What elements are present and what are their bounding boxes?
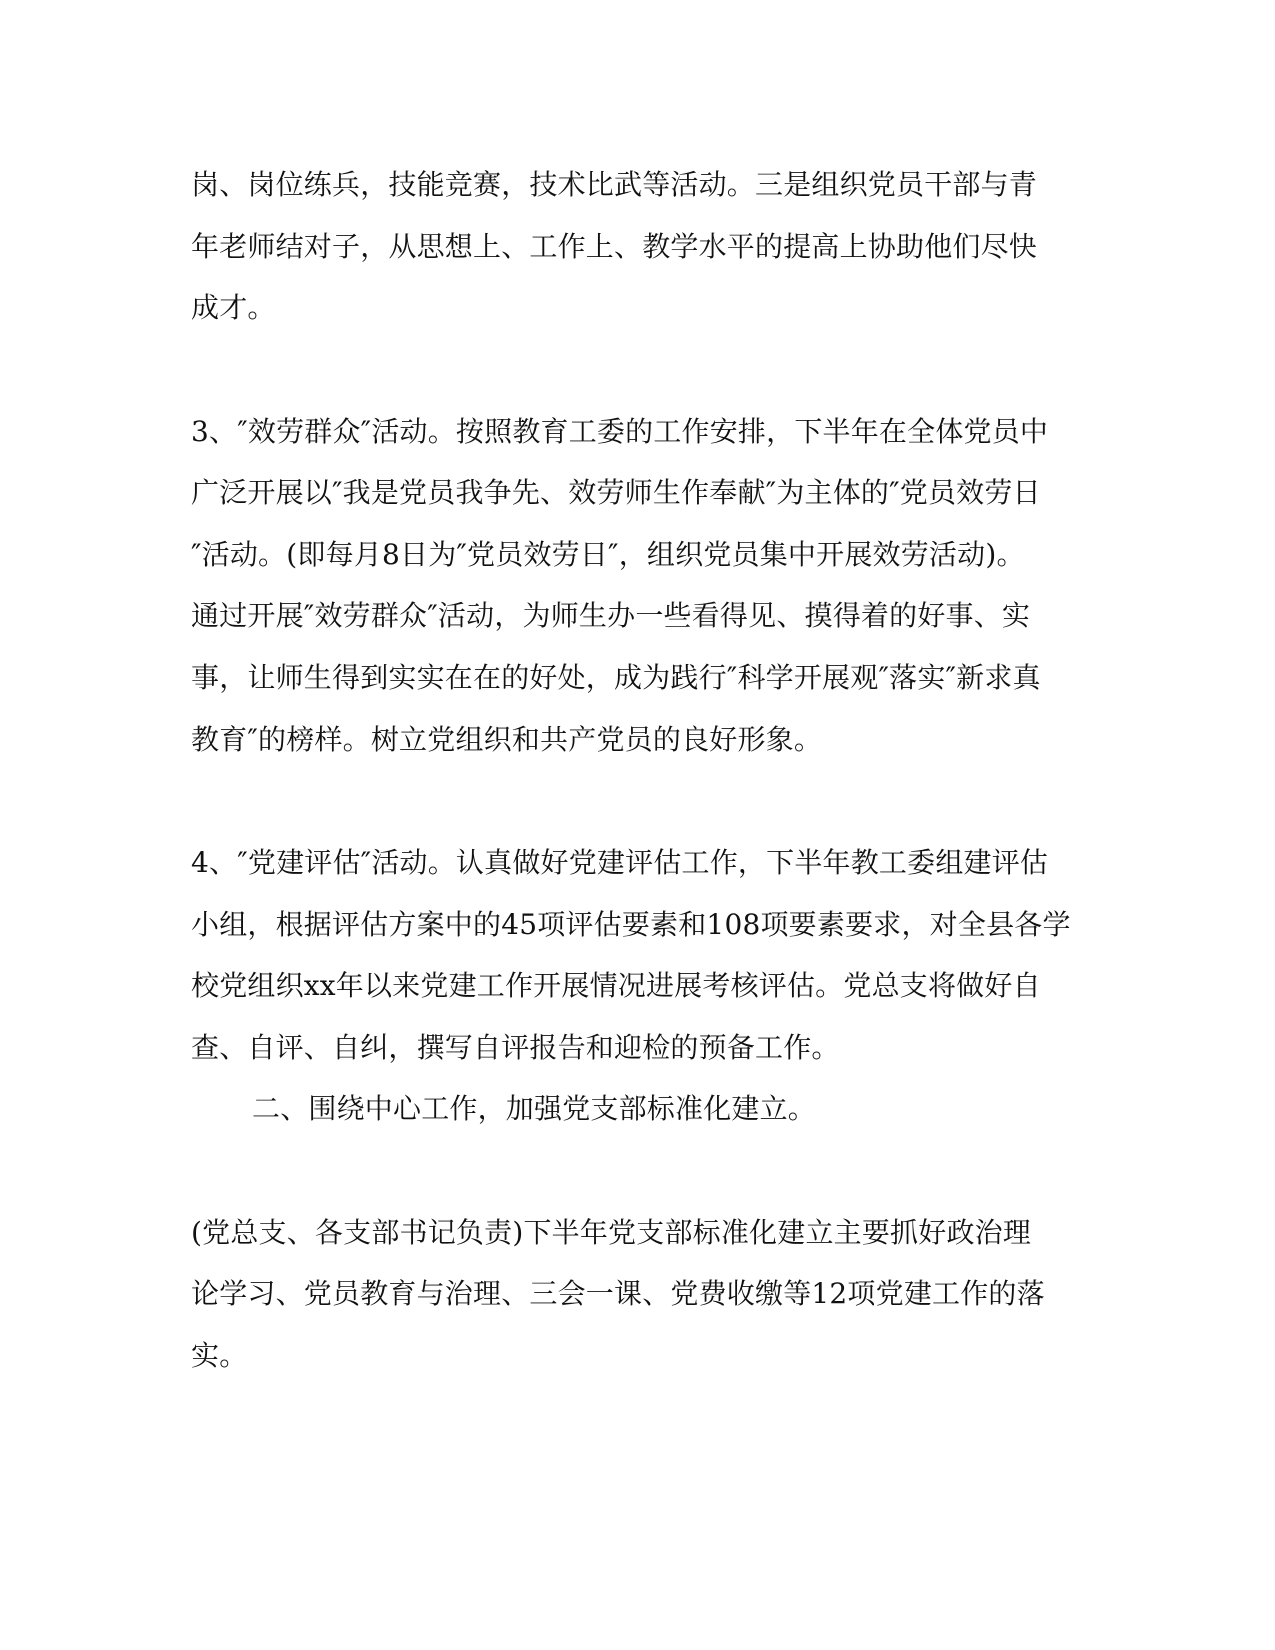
text-line: 广泛开展以″我是党员我争先、效劳师生作奉献″为主体的″党员效劳日 [191,476,1041,509]
text-line: 论学习、党员教育与治理、三会一课、党费收缴等12项党建工作的落 [191,1277,1045,1310]
text-line: 通过开展″效劳群众″活动，为师生办一些看得见、摸得着的好事、实 [191,599,1031,632]
text-line: 查、自评、自纠，撰写自评报告和迎检的预备工作。 [191,1031,840,1064]
text-line: 岗、岗位练兵，技能竞赛，技术比武等活动。三是组织党员干部与青 [191,168,1038,201]
text-line: 事，让师生得到实实在在的好处，成为践行″科学开展观″落实″新求真 [191,661,1041,694]
text-line: 4、″党建评估″活动。认真做好党建评估工作，下半年教工委组建评估 [191,846,1049,879]
text-line: 教育″的榜样。树立党组织和共产党员的良好形象。 [191,723,823,756]
text-line: ″活动。(即每月8日为″党员效劳日″，组织党员集中开展效劳活动)。 [191,538,1025,571]
text-line: (党总支、各支部书记负责)下半年党支部标准化建立主要抓好政治理 [191,1216,1032,1249]
text-line: 实。 [191,1339,248,1372]
text-line: 小组，根据评估方案中的45项评估要素和108项要素要求，对全县各学 [191,908,1071,941]
text-line: 3、″效劳群众″活动。按照教育工委的工作安排，下半年在全体党员中 [191,415,1049,448]
text-line: 成才。 [191,291,276,324]
text-line: 校党组织xx年以来党建工作开展情况进展考核评估。党总支将做好自 [191,969,1041,1002]
text-line: 年老师结对子，从思想上、工作上、教学水平的提高上协助他们尽快 [191,230,1038,263]
section-heading: 二、围绕中心工作，加强党支部标准化建立。 [252,1092,817,1125]
